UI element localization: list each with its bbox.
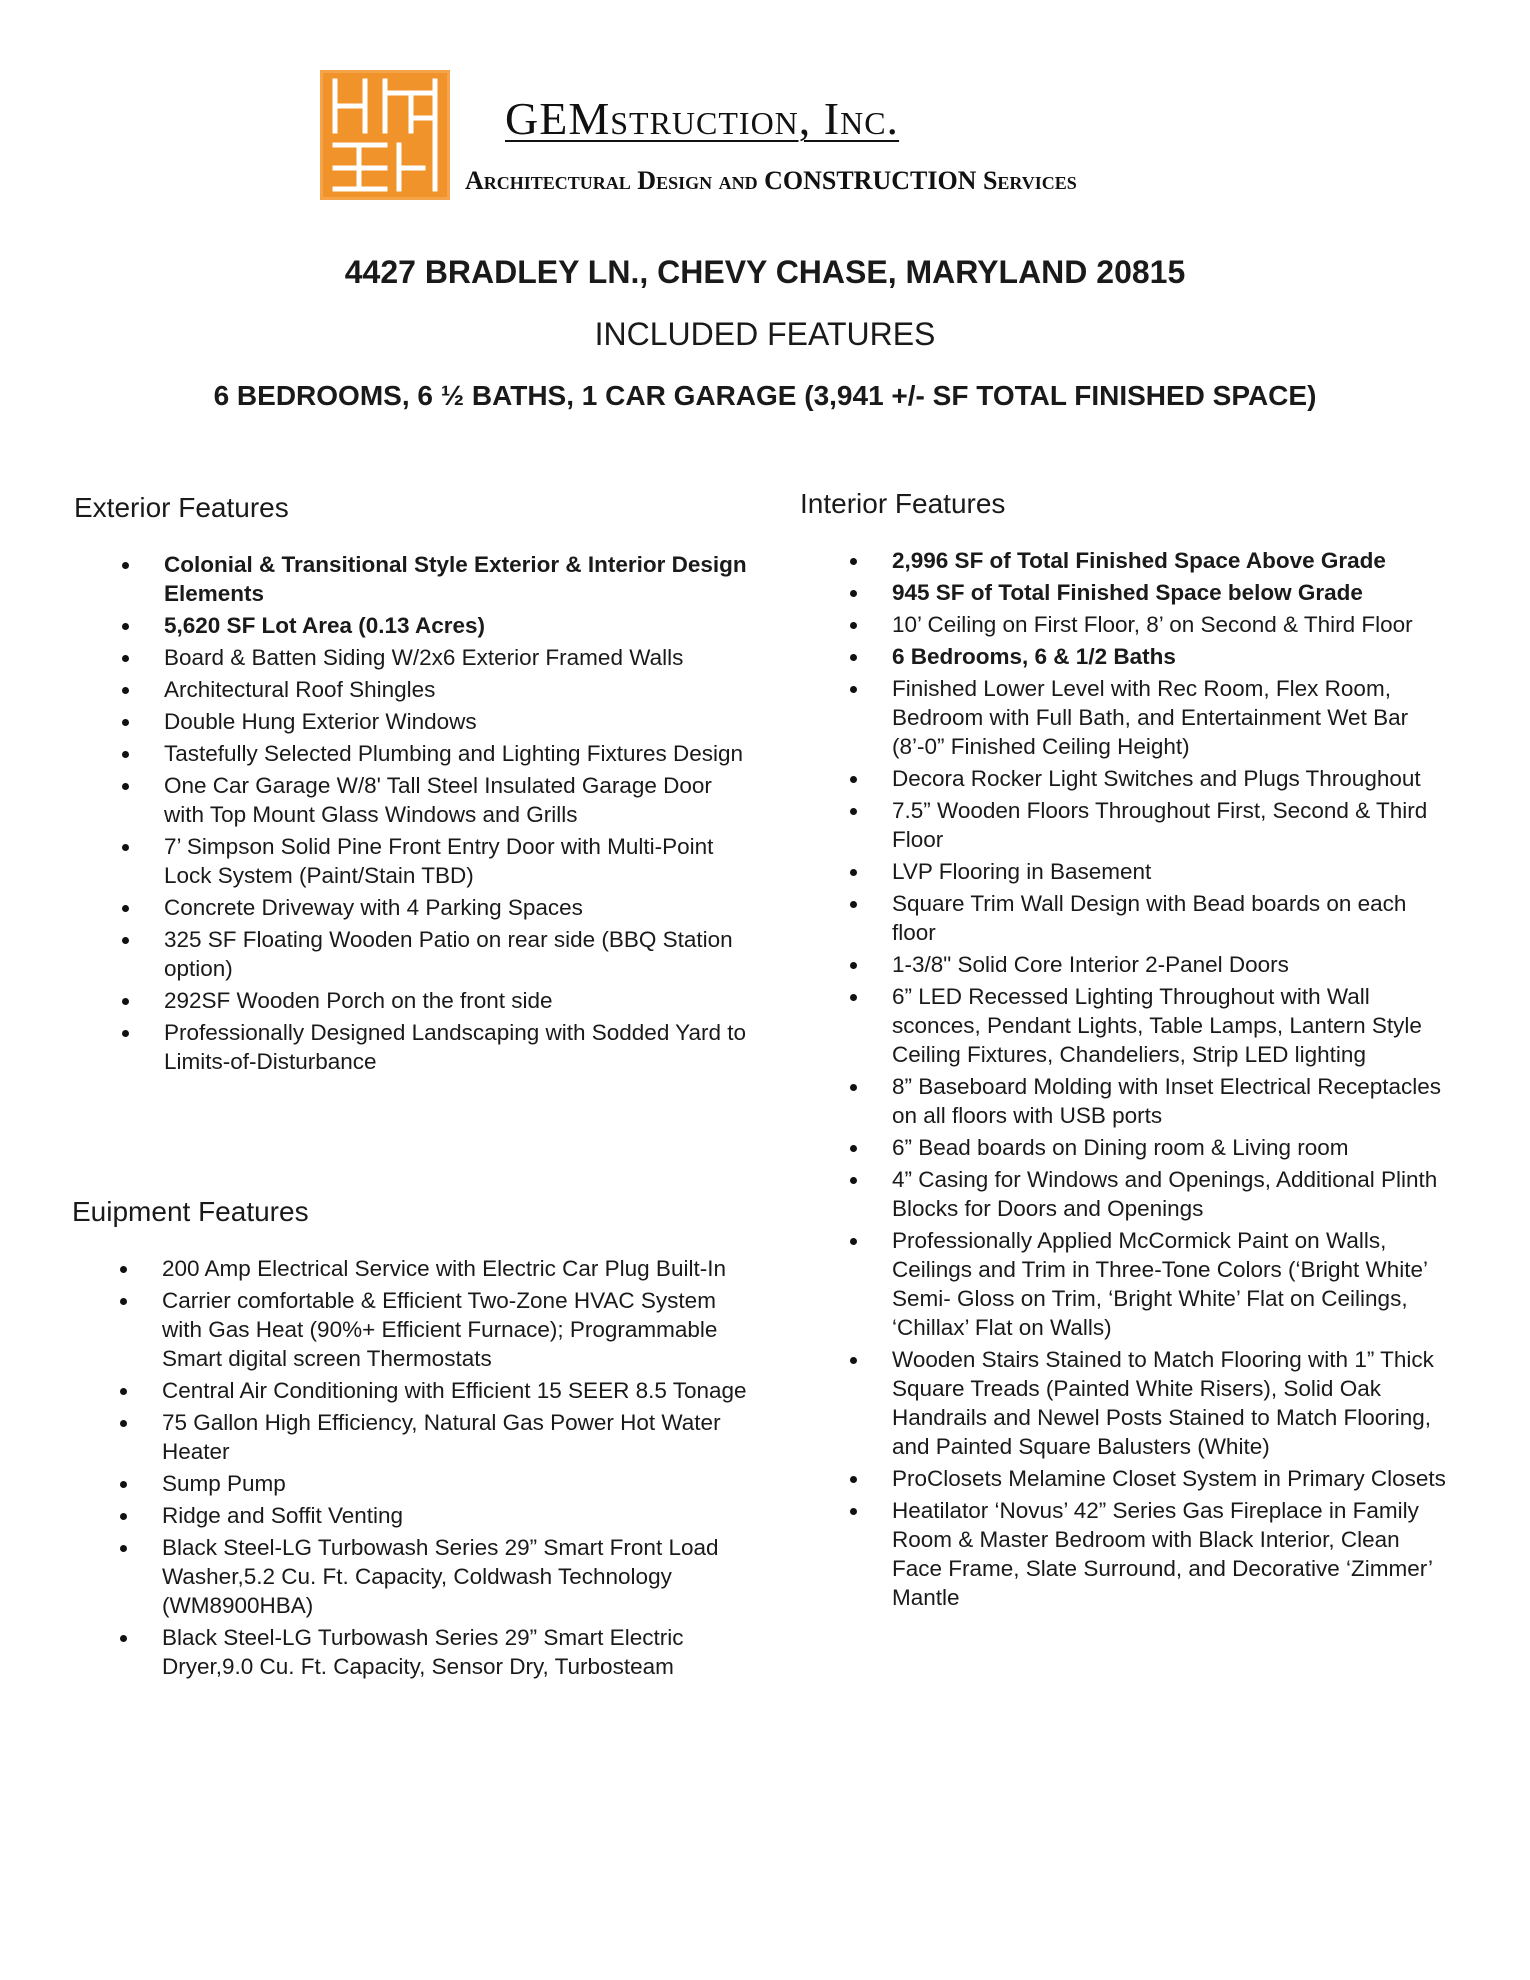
equipment-feature-item: Carrier comfortable & Efficient Two-Zone HVAC System with Gas Heat (90%+ Efficient Furnace); Programmable Smart digital screen Thermostats (120, 1286, 750, 1373)
interior-feature-item: 945 SF of Total Finished Space below Grade (850, 578, 1450, 607)
interior-feature-item: 6 Bedrooms, 6 & 1/2 Baths (850, 642, 1450, 671)
company-name: GEMstruction, Inc. (505, 93, 900, 144)
interior-feature-item: 2,996 SF of Total Finished Space Above Grade (850, 546, 1450, 575)
interior-feature-item: 6” Bead boards on Dining room & Living room (850, 1133, 1450, 1162)
property-summary: 6 BEDROOMS, 6 ½ BATHS, 1 CAR GARAGE (3,941 +/- SF TOTAL FINISHED SPACE) (213, 380, 1317, 411)
interior-feature-item: ProClosets Melamine Closet System in Primary Closets (850, 1464, 1450, 1493)
exterior-feature-item: 325 SF Floating Wooden Patio on rear side (BBQ Station option) (122, 925, 752, 983)
exterior-feature-item: One Car Garage W/8' Tall Steel Insulated Garage Door with Top Mount Glass Windows and Grills (122, 771, 752, 829)
company-logo-icon (320, 70, 450, 200)
equipment-feature-item: Black Steel-LG Turbowash Series 29” Smart Front Load Washer,5.2 Cu. Ft. Capacity, Coldwash Technology (WM8900HBA) (120, 1533, 750, 1620)
equipment-feature-item: Central Air Conditioning with Efficient 15 SEER 8.5 Tonage (120, 1376, 750, 1405)
exterior-feature-item: 7’ Simpson Solid Pine Front Entry Door with Multi-Point Lock System (Paint/Stain TBD) (122, 832, 752, 890)
interior-feature-item: Wooden Stairs Stained to Match Flooring with 1” Thick Square Treads (Painted White Risers), Solid Oak Handrails and Newel Posts Stained to Match Flooring, and Painted Square Balusters (White) (850, 1345, 1450, 1461)
exterior-features-list (122, 550, 752, 1079)
property-address: 4427 BRADLEY LN., CHEVY CHASE, MARYLAND 20815 (344, 254, 1186, 290)
equipment-feature-item: Black Steel-LG Turbowash Series 29” Smart Electric Dryer,9.0 Cu. Ft. Capacity, Sensor Dry, Turbosteam (120, 1623, 750, 1681)
exterior-feature-item: Professionally Designed Landscaping with Sodded Yard to Limits-of-Disturbance (122, 1018, 752, 1076)
document-subtitle: INCLUDED FEATURES (594, 316, 936, 352)
interior-feature-item: Heatilator ‘Novus’ 42” Series Gas Fireplace in Family Room & Master Bedroom with Black Interior, Clean Face Frame, Slate Surround, and Decorative ‘Zimmer’ Mantle (850, 1496, 1450, 1612)
exterior-features-heading: Exterior Features (74, 492, 289, 523)
exterior-feature-item: Tastefully Selected Plumbing and Lighting Fixtures Design (122, 739, 752, 768)
interior-feature-item: 4” Casing for Windows and Openings, Additional Plinth Blocks for Doors and Openings (850, 1165, 1450, 1223)
equipment-feature-item: Ridge and Soffit Venting (120, 1501, 750, 1530)
interior-feature-item: 6” LED Recessed Lighting Throughout with Wall sconces, Pendant Lights, Table Lamps, Lantern Style Ceiling Fixtures, Chandeliers, Strip LED lighting (850, 982, 1450, 1069)
interior-feature-item: Finished Lower Level with Rec Room, Flex Room, Bedroom with Full Bath, and Entertainment Wet Bar (8’-0” Finished Ceiling Height) (850, 674, 1450, 761)
exterior-feature-item: Concrete Driveway with 4 Parking Spaces (122, 893, 752, 922)
equipment-feature-item: Sump Pump (120, 1469, 750, 1498)
equipment-features-heading: Euipment Features (72, 1196, 309, 1227)
interior-feature-item: 7.5” Wooden Floors Throughout First, Second & Third Floor (850, 796, 1450, 854)
interior-features-list (850, 546, 1450, 1615)
exterior-feature-item: 5,620 SF Lot Area (0.13 Acres) (122, 611, 752, 640)
interior-features-heading: Interior Features (800, 488, 1006, 519)
equipment-feature-item: 75 Gallon High Efficiency, Natural Gas Power Hot Water Heater (120, 1408, 750, 1466)
interior-feature-item: 10’ Ceiling on First Floor, 8’ on Second & Third Floor (850, 610, 1450, 639)
exterior-feature-item: Architectural Roof Shingles (122, 675, 752, 704)
interior-feature-item: 8” Baseboard Molding with Inset Electrical Receptacles on all floors with USB ports (850, 1072, 1450, 1130)
interior-feature-item: Professionally Applied McCormick Paint on Walls, Ceilings and Trim in Three-Tone Colors (‘Bright White’ Semi- Gloss on Trim, ‘Bright White’ Flat on Ceilings, ‘Chillax’ Flat on Walls) (850, 1226, 1450, 1342)
interior-feature-item: Square Trim Wall Design with Bead boards on each floor (850, 889, 1450, 947)
exterior-feature-item: Double Hung Exterior Windows (122, 707, 752, 736)
interior-feature-item: 1-3/8" Solid Core Interior 2-Panel Doors (850, 950, 1450, 979)
interior-feature-item: LVP Flooring in Basement (850, 857, 1450, 886)
equipment-features-list (120, 1254, 750, 1684)
exterior-feature-item: Board & Batten Siding W/2x6 Exterior Framed Walls (122, 643, 752, 672)
equipment-feature-item: 200 Amp Electrical Service with Electric Car Plug Built-In (120, 1254, 750, 1283)
exterior-feature-item: 292SF Wooden Porch on the front side (122, 986, 752, 1015)
company-tagline: Architectural Design and CONSTRUCTION Services (465, 166, 1077, 195)
exterior-feature-item: Colonial & Transitional Style Exterior & Interior Design Elements (122, 550, 752, 608)
interior-feature-item: Decora Rocker Light Switches and Plugs Throughout (850, 764, 1450, 793)
